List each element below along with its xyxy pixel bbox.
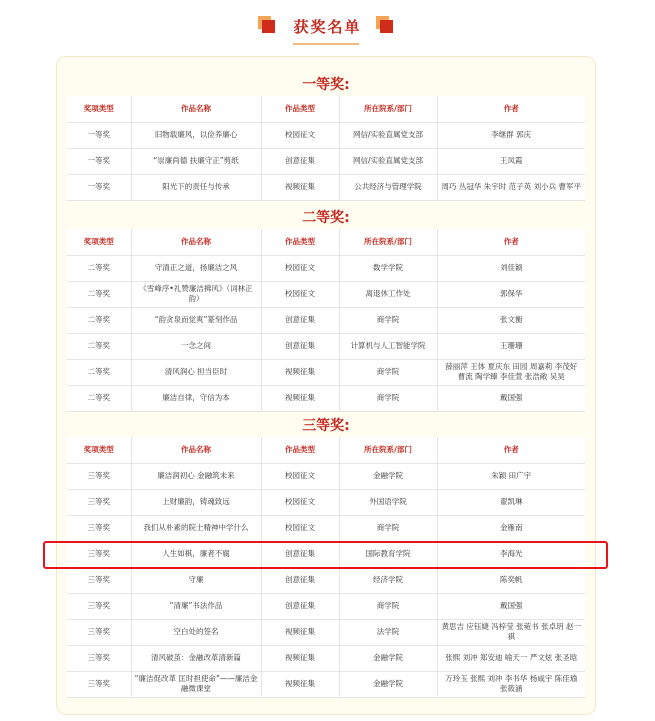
col-header: 作品类型 — [261, 96, 339, 122]
department-cell: 网信/实验直属党支部 — [339, 148, 437, 174]
table-row — [67, 255, 585, 281]
table-row — [67, 489, 585, 515]
work-name-cell: 空白处的签名 — [131, 619, 261, 645]
work-name-cell: 一念之间 — [131, 333, 261, 359]
table-row — [67, 619, 585, 645]
award-type-cell: 三等奖 — [67, 645, 131, 671]
work-type-cell: 视频征集 — [261, 385, 339, 411]
highlight-box — [43, 541, 608, 569]
work-type-cell: 创意征集 — [261, 567, 339, 593]
award-type-cell: 三等奖 — [67, 515, 131, 541]
work-type-cell: 视频征集 — [261, 645, 339, 671]
award-type-cell: 二等奖 — [67, 359, 131, 385]
work-name-cell: “韵贪泉而觉爽”篆刻作品 — [131, 307, 261, 333]
award-type-cell: 三等奖 — [67, 593, 131, 619]
table-row — [67, 515, 585, 541]
award-table-second — [67, 229, 585, 412]
work-type-cell: 视频征集 — [261, 174, 339, 200]
work-type-cell: 校园征文 — [261, 122, 339, 148]
department-cell: 法学院 — [339, 619, 437, 645]
col-header: 奖项类型 — [67, 437, 131, 463]
award-type-cell: 一等奖 — [67, 174, 131, 200]
department-cell: 外国语学院 — [339, 489, 437, 515]
work-name-cell: 阳光下的责任与传承 — [131, 174, 261, 200]
author-cell: 金雁南 — [437, 515, 585, 541]
department-cell: 商学院 — [339, 385, 437, 411]
department-cell: 国际教育学院 — [339, 541, 437, 567]
author-cell: 戴国强 — [437, 385, 585, 411]
department-cell: 商学院 — [339, 359, 437, 385]
table-row — [67, 385, 585, 411]
award-type-cell: 三等奖 — [67, 567, 131, 593]
table-row — [67, 281, 585, 307]
work-name-cell: 旧物载廉风，以俭养廉心 — [131, 122, 261, 148]
author-cell: 王凤霞 — [437, 148, 585, 174]
table-row — [67, 593, 585, 619]
department-cell: 商学院 — [339, 307, 437, 333]
work-type-cell: 校园征文 — [261, 515, 339, 541]
author-cell: 李海光 — [437, 541, 585, 567]
table-row — [67, 567, 585, 593]
col-header: 奖项类型 — [67, 229, 131, 255]
work-name-cell: 上财廉韵，铸魂致远 — [131, 489, 261, 515]
department-cell: 金融学院 — [339, 645, 437, 671]
award-type-cell: 三等奖 — [67, 619, 131, 645]
award-type-cell: 二等奖 — [67, 255, 131, 281]
work-name-cell: 廉洁润初心 金融筑未来 — [131, 463, 261, 489]
table-header-row — [67, 229, 585, 255]
work-type-cell: 校园征文 — [261, 255, 339, 281]
award-type-cell: 三等奖 — [67, 463, 131, 489]
author-cell: 周巧 丛冠华 朱宇时 范子英 刘小兵 曹军平 — [437, 174, 585, 200]
col-header: 作品类型 — [261, 437, 339, 463]
work-name-cell: 清风破茧：金融改革清新篇 — [131, 645, 261, 671]
work-type-cell: 校园征文 — [261, 489, 339, 515]
award-type-cell: 二等奖 — [67, 281, 131, 307]
award-table-first — [67, 96, 585, 201]
header — [0, 10, 655, 50]
section-title-second: 二等奖: — [302, 210, 350, 226]
work-name-cell: “清廉”书法作品 — [131, 593, 261, 619]
department-cell: 公共经济与管理学院 — [339, 174, 437, 200]
table-header-row — [67, 96, 585, 122]
author-cell: 陈奕帆 — [437, 567, 585, 593]
work-type-cell: 校园征文 — [261, 281, 339, 307]
work-type-cell: 视频征集 — [261, 619, 339, 645]
work-type-cell: 视频征集 — [261, 671, 339, 697]
author-cell: 黄思吉 应钰婕 冯梓莹 张菀书 张卓玥 赵一祺 — [437, 619, 585, 645]
section-title-third: 三等奖: — [302, 418, 350, 434]
department-cell: 数学学院 — [339, 255, 437, 281]
work-name-cell: 人生如棋，廉者不腐 — [131, 541, 261, 567]
table-row — [67, 148, 585, 174]
department-cell: 商学院 — [339, 515, 437, 541]
department-cell: 金融学院 — [339, 463, 437, 489]
award-type-cell: 一等奖 — [67, 122, 131, 148]
author-cell: 朱颖 田广宇 — [437, 463, 585, 489]
department-cell: 网信/实验直属党支部 — [339, 122, 437, 148]
work-name-cell: 廉洁自律，守信为本 — [131, 385, 261, 411]
work-name-cell: 清风润心 担当臣时 — [131, 359, 261, 385]
department-cell: 离退休工作处 — [339, 281, 437, 307]
author-cell: 张熙 刘冲 郑安迪 喻天一 严文炫 张圣晗 — [437, 645, 585, 671]
department-cell: 经济学院 — [339, 567, 437, 593]
work-type-cell: 创意征集 — [261, 333, 339, 359]
author-cell: 戴国强 — [437, 593, 585, 619]
col-header: 作者 — [437, 437, 585, 463]
work-type-cell: 视频征集 — [261, 359, 339, 385]
col-header: 所在院系/部门 — [339, 229, 437, 255]
work-name-cell: “廉洁促改革 匡时担使命”——廉洁金融微课堂 — [131, 671, 261, 697]
work-type-cell: 创意征集 — [261, 593, 339, 619]
col-header: 奖项类型 — [67, 96, 131, 122]
award-type-cell: 三等奖 — [67, 541, 131, 567]
table-row — [67, 671, 585, 697]
work-name-cell: 守廉 — [131, 567, 261, 593]
award-type-cell: 二等奖 — [67, 333, 131, 359]
title-decoration-right-icon — [376, 16, 394, 34]
author-cell: 薛丽萍 王体 夏庆东 田园 周嘉莉 李茂好 曹流 陶学臻 李佳萱 张浩敞 吴昊 — [437, 359, 585, 385]
work-name-cell: “崇廉尚德 扶廉守正”剪纸 — [131, 148, 261, 174]
work-type-cell: 创意征集 — [261, 307, 339, 333]
title-underline — [293, 43, 359, 45]
author-cell: 郭保华 — [437, 281, 585, 307]
department-cell: 计算机与人工智能学院 — [339, 333, 437, 359]
work-name-cell: 《雪峰序•礼赞廉洁拂风》（词林正韵） — [131, 281, 261, 307]
col-header: 作品名称 — [131, 96, 261, 122]
table-row — [67, 122, 585, 148]
col-header: 作者 — [437, 96, 585, 122]
col-header: 作品名称 — [131, 229, 261, 255]
work-type-cell: 校园征文 — [261, 463, 339, 489]
work-type-cell: 创意征集 — [261, 541, 339, 567]
page-title: 获奖名单 — [293, 18, 362, 36]
table-row — [67, 333, 585, 359]
author-cell: 李继群 郭庆 — [437, 122, 585, 148]
award-type-cell: 二等奖 — [67, 385, 131, 411]
table-row — [67, 463, 585, 489]
work-name-cell: 我们从朴素的院士精神中学什么 — [131, 515, 261, 541]
table-row — [67, 307, 585, 333]
work-type-cell: 创意征集 — [261, 148, 339, 174]
author-cell: 刘佳颖 — [437, 255, 585, 281]
award-type-cell: 三等奖 — [67, 671, 131, 697]
department-cell: 金融学院 — [339, 671, 437, 697]
table-row — [67, 174, 585, 200]
col-header: 作品名称 — [131, 437, 261, 463]
department-cell: 商学院 — [339, 593, 437, 619]
table-row — [67, 645, 585, 671]
col-header: 所在院系/部门 — [339, 96, 437, 122]
award-list-card — [56, 56, 596, 715]
author-cell: 王珊珊 — [437, 333, 585, 359]
author-cell: 张文衡 — [437, 307, 585, 333]
col-header: 所在院系/部门 — [339, 437, 437, 463]
award-type-cell: 三等奖 — [67, 489, 131, 515]
work-name-cell: 守清正之道，扬廉洁之风 — [131, 255, 261, 281]
table-row — [67, 359, 585, 385]
award-type-cell: 二等奖 — [67, 307, 131, 333]
col-header: 作者 — [437, 229, 585, 255]
table-header-row — [67, 437, 585, 463]
section-title-first: 一等奖: — [302, 77, 350, 93]
author-cell: 翟凯琳 — [437, 489, 585, 515]
author-cell: 万玲玉 张熙 刘冲 李书华 杨咸宇 陈佳瑜 张筱涵 — [437, 671, 585, 697]
award-type-cell: 一等奖 — [67, 148, 131, 174]
col-header: 作品类型 — [261, 229, 339, 255]
